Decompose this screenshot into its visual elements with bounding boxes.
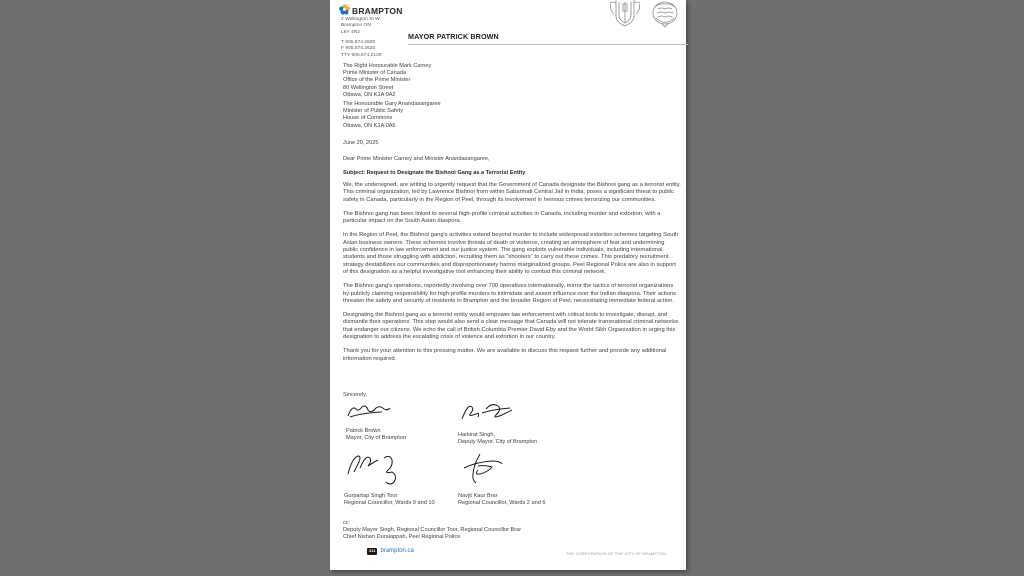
- signatory-name: Navjit Kaur Brar: [458, 493, 498, 499]
- signature-block-harkirat-singh: [458, 401, 568, 446]
- recipient-block-minister-public-safety: [343, 101, 441, 130]
- signature-block-patrick-brown: [346, 401, 456, 442]
- subject-line: Subject: Request to Designate the Bishnoi Gang as a Terrorist Entity: [343, 170, 526, 176]
- signature-patrick-brown-icon: [346, 408, 392, 425]
- recipient-line: Minister of Public Safety: [343, 108, 404, 115]
- phone-line: T 905.874.2600: [341, 40, 376, 45]
- signatory-name: Patrick Brown: [346, 428, 381, 434]
- signature-harkirat-singh-icon: [458, 412, 516, 429]
- recipient-line: The Honourable Gary Anandasangaree: [343, 101, 441, 107]
- signatory-title: Mayor, City of Brampton: [346, 435, 406, 441]
- paragraph: The Bishnoi gang has been linked to several high-profile criminal activities in Canada, including murder and extortion, with a particular impact on the South Asian diaspora.: [343, 210, 661, 225]
- recipient-line: 80 Wellington Street: [343, 84, 394, 91]
- salutation: Dear Prime Minister Carney and Minister Anandasangaree,: [343, 156, 490, 162]
- sender-address: [341, 17, 380, 36]
- recipient-line: Ottawa, ON K1A 0A6: [343, 122, 396, 129]
- signatory-title: Regional Councillor, Wards 2 and 6: [458, 500, 546, 506]
- paragraph: The Bishnoi gang's operations, reportedly involving over 700 operatives internationally, mirror the tactics of terrorist organizations by publicly claiming responsibility for high-profile murders to intimidate and assert influence over the Indian diaspora. Their actions threaten the safety and security of residents in Brampton and the broader Region of Peel, necessitating immediate federal action.: [343, 283, 677, 304]
- paragraph: Designating the Bishnoi gang as a terrorist entity would empower law enforcement with critical tools to investigate, disrupt, and dismantle their operations. This step would also send a clear message that Canada will not tolerate transnational criminal networks that endanger our citizens. We echo the call of British Columbia Premier David Eby and the World Sikh Organization in urging this designation to address the escalating crisis of violence and extortion in our country.: [343, 312, 678, 341]
- signatory-name: Harkirat Singh,: [458, 432, 495, 438]
- letter-date: June 20, 2025: [343, 140, 379, 146]
- letter-page: [330, 0, 686, 570]
- address-line: 2 Wellington St W: [341, 17, 380, 22]
- sender-phone-numbers: [341, 40, 381, 59]
- royal-crest-icon: [649, 1, 681, 33]
- address-line: L6Y 4R2: [341, 29, 360, 35]
- recipient-line: House of Commons: [343, 115, 393, 122]
- recipient-line: Ottawa, ON K1A 0A2: [343, 91, 396, 98]
- signatory-name: Gurpartap Singh Toor: [344, 493, 398, 499]
- office-title: MAYOR PATRICK BROWN: [408, 32, 688, 45]
- signature-navjit-kaur-brar-icon: [458, 473, 506, 490]
- signature-block-navjit-kaur-brar: [458, 452, 568, 507]
- footer-left: [367, 548, 414, 555]
- brampton-website-link[interactable]: brampton.ca: [380, 548, 414, 555]
- signatory-title: Regional Councillor, Wards 9 and 10: [344, 500, 435, 506]
- cc-line: Chief Nishan Duraiappah, Peel Regional Police: [343, 534, 461, 541]
- paragraph: Thank you for your attention to this pressing matter. We are available to discuss this request further and provide any additional information required.: [343, 348, 667, 362]
- city-coat-of-arms-icon: [606, 0, 644, 32]
- signature-block-gurpartap-singh-toor: [344, 452, 454, 507]
- recipient-line: Office of the Prime Minister: [343, 77, 411, 84]
- letter-body: [343, 182, 681, 370]
- cc-block: [343, 520, 521, 542]
- closing: Sincerely,: [343, 392, 368, 398]
- signatory-title: Deputy Mayor, City of Brampton: [458, 439, 538, 445]
- cc-line: Deputy Mayor Singh, Regional Councillor Toor, Regional Councillor Brar: [343, 527, 522, 534]
- recipient-line: Prime Minister of Canada: [343, 70, 407, 77]
- paragraph: In the Region of Peel, the Bishnoi gang's activities extend beyond murder to include widespread extortion schemes targeting South Asian business owners. These schemes involve threats of death or violence, creating an atmosphere of fear and undermining public confidence in law enforcement and our justice system. The gang exploits vulnerable individuals, including international students and those struggling with addiction, recruiting them as "shooters" to carry out these crimes. This predatory recruitment strategy destabilizes our communities and disproportionately harms marginalized groups. Peel Regional Police are also in support of this designation as a helpful investigative tool enhancing their ability to combat this criminal network.: [343, 232, 679, 275]
- 311-badge-icon: 311: [369, 548, 376, 553]
- recipient-block-prime-minister: [343, 63, 431, 99]
- address-line: Brampton ON: [341, 23, 371, 29]
- phone-line: F 905.874.2620: [341, 46, 376, 52]
- phone-line: TTY 905.874.2130: [341, 52, 382, 58]
- recipient-line: The Right Honourable Mark Carney: [343, 63, 432, 69]
- corporation-footer-text: THE CORPORATION OF THE CITY OF BRAMPTON: [565, 551, 666, 556]
- logo-wordmark: BRAMPTON: [352, 6, 403, 16]
- cc-label: cc:: [343, 520, 351, 526]
- signature-gurpartap-singh-toor-icon: [344, 473, 404, 490]
- paragraph: We, the undersigned, are writing to urgently request that the Government of Canada designate the Bishnoi gang as a terrorist entity. This criminal organization, led by Lawrence Bishnoi from within Sabarmati Central Jail in India, poses a significant threat to public safety in Canada, particularly in the Region of Peel, through its involvement in heinous crimes terrorizing our communities.: [343, 182, 681, 203]
